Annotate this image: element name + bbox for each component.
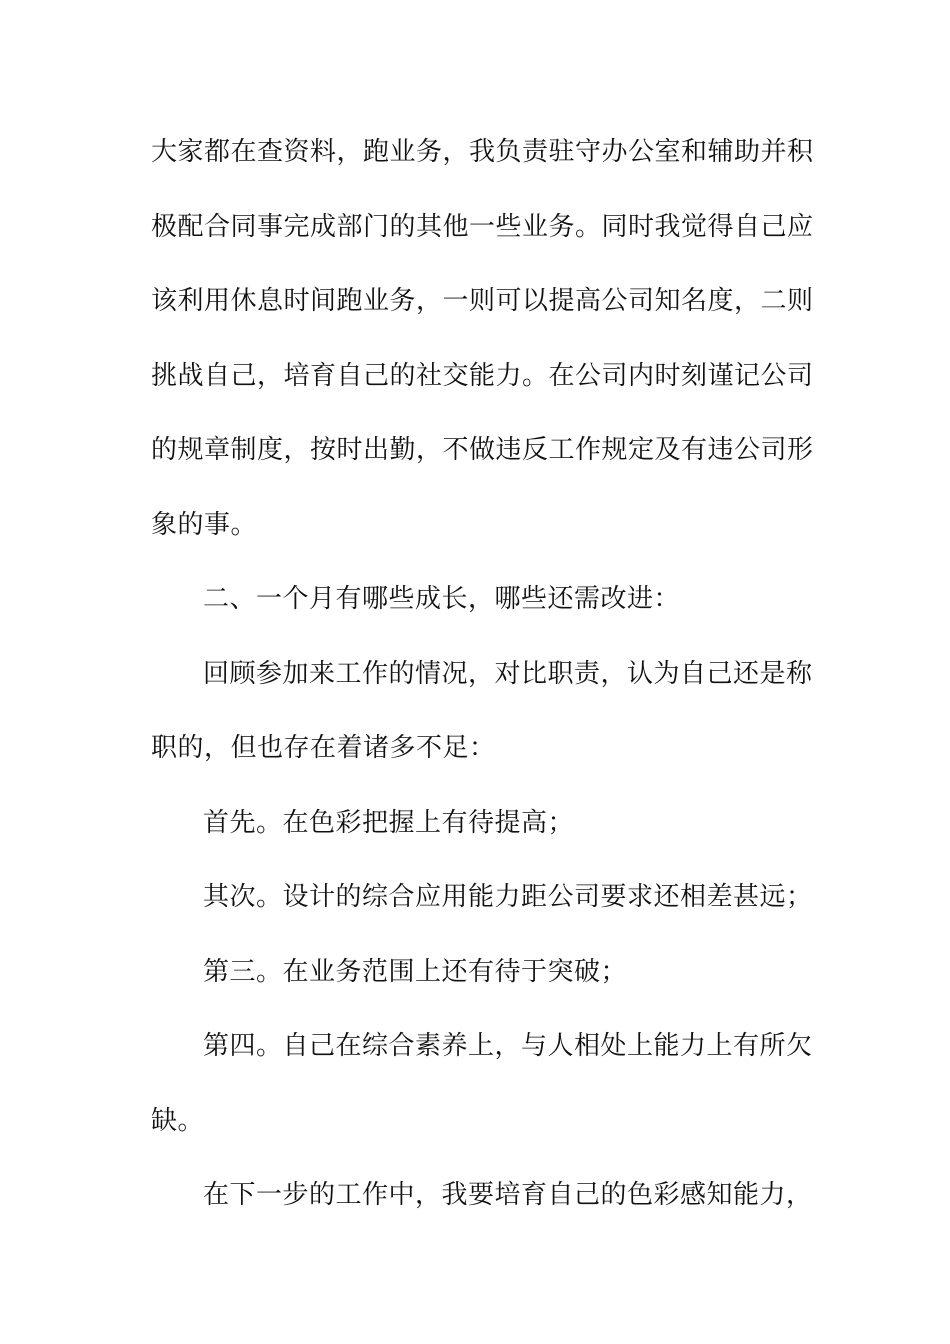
text-line: 职的，但也存在着诸多不足：	[151, 733, 496, 763]
list-item: 其次。设计的综合应用能力距公司要求还相差甚远；	[203, 882, 813, 912]
text-line: 大家都在查资料，跑业务，我负责驻守办公室和辅助并积	[151, 137, 814, 167]
text-line: 挑战自己，培育自己的社交能力。在公司内时刻谨记公司	[151, 360, 814, 391]
text-line: 的规章制度，按时出勤，不做违反工作规定及有违公司形	[151, 435, 814, 465]
text-line: 极配合同事完成部门的其他一些业务。同时我觉得自己应	[151, 211, 814, 242]
text-line: 回顾参加来工作的情况，对比职责，认为自己还是称	[203, 658, 813, 689]
text-line: 象的事。	[151, 509, 258, 540]
section-heading: 二、一个月有哪些成长，哪些还需改进：	[203, 584, 681, 614]
list-item: 第四。自己在综合素养上，与人相处上能力上有所欠	[203, 1031, 813, 1061]
text-line: 在下一步的工作中，我要培育自己的色彩感知能力，	[203, 1180, 813, 1210]
list-item: 第三。在业务范围上还有待于突破；	[203, 956, 628, 987]
document-body	[151, 128, 814, 1246]
text-line: 缺。	[151, 1105, 205, 1136]
text-line: 该利用休息时间跑业务，一则可以提高公司知名度，二则	[151, 286, 814, 316]
list-item: 首先。在色彩把握上有待提高；	[203, 807, 575, 838]
